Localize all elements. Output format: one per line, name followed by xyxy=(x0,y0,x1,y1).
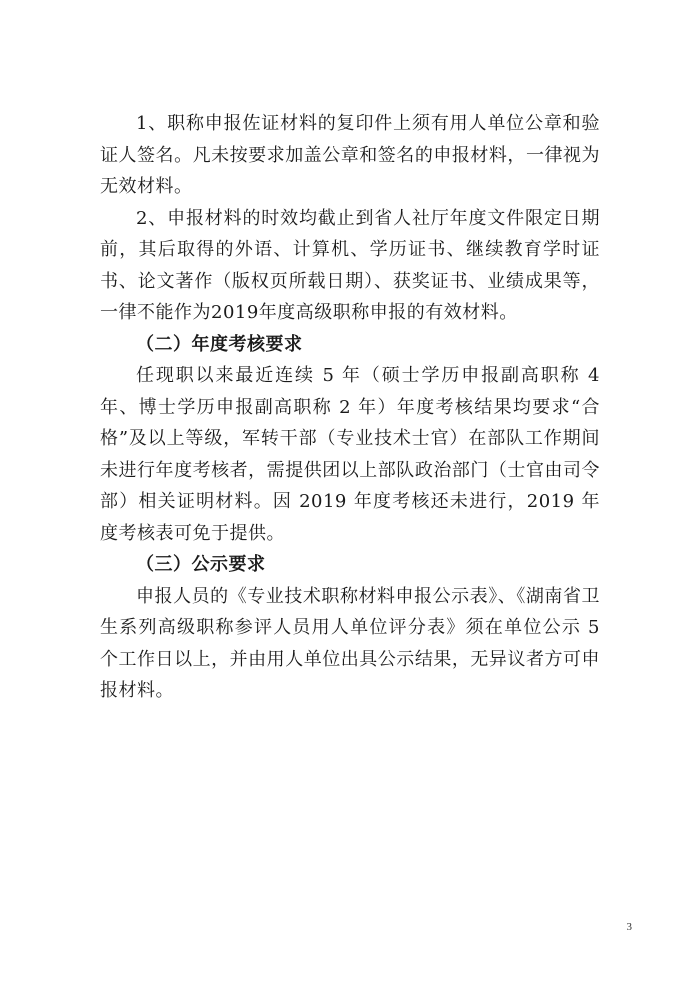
page-number: 3 xyxy=(626,921,632,933)
heading-annual-assessment: （二）年度考核要求 xyxy=(136,333,303,355)
document-body xyxy=(100,108,600,707)
paragraph-material-deadline: 2、申报材料的时效均截止到省人社厅年度文件限定日期前，其后取得的外语、计算机、学历证书、继续教育学时证书、论文著作（版权页所载日期）、获奖证书、业绩成果等，一律不能作为2019年度高级职称申报的有效材料。 xyxy=(100,207,600,323)
paragraph-public-notice: 申报人员的《专业技术职称材料申报公示表》、《湖南省卫生系列高级职称参评人员用人单位评分表》须在单位公示 5 个工作日以上，并由用人单位出具公示结果，无异议者方可申报材料。 xyxy=(100,585,600,701)
paragraph-annual-assessment: 任现职以来最近连续 5 年（硕士学历申报副高职称 4 年、博士学历申报副高职称 2 年）年度考核结果均要求“合格”及以上等级，军转干部（专业技术士官）在部队工作期间未进行年度考核者，需提供团以上部队政治部门（士官由司令部）相关证明材料。因 2019 年度考核还未进行，2019 年度考核表可免于提供。 xyxy=(100,365,600,544)
heading-public-notice: （三）公示要求 xyxy=(136,554,266,575)
paragraph-certification-copies: 1、职称申报佐证材料的复印件上须有用人单位公章和验证人签名。凡未按要求加盖公章和签名的申报材料，一律视为无效材料。 xyxy=(100,113,600,197)
